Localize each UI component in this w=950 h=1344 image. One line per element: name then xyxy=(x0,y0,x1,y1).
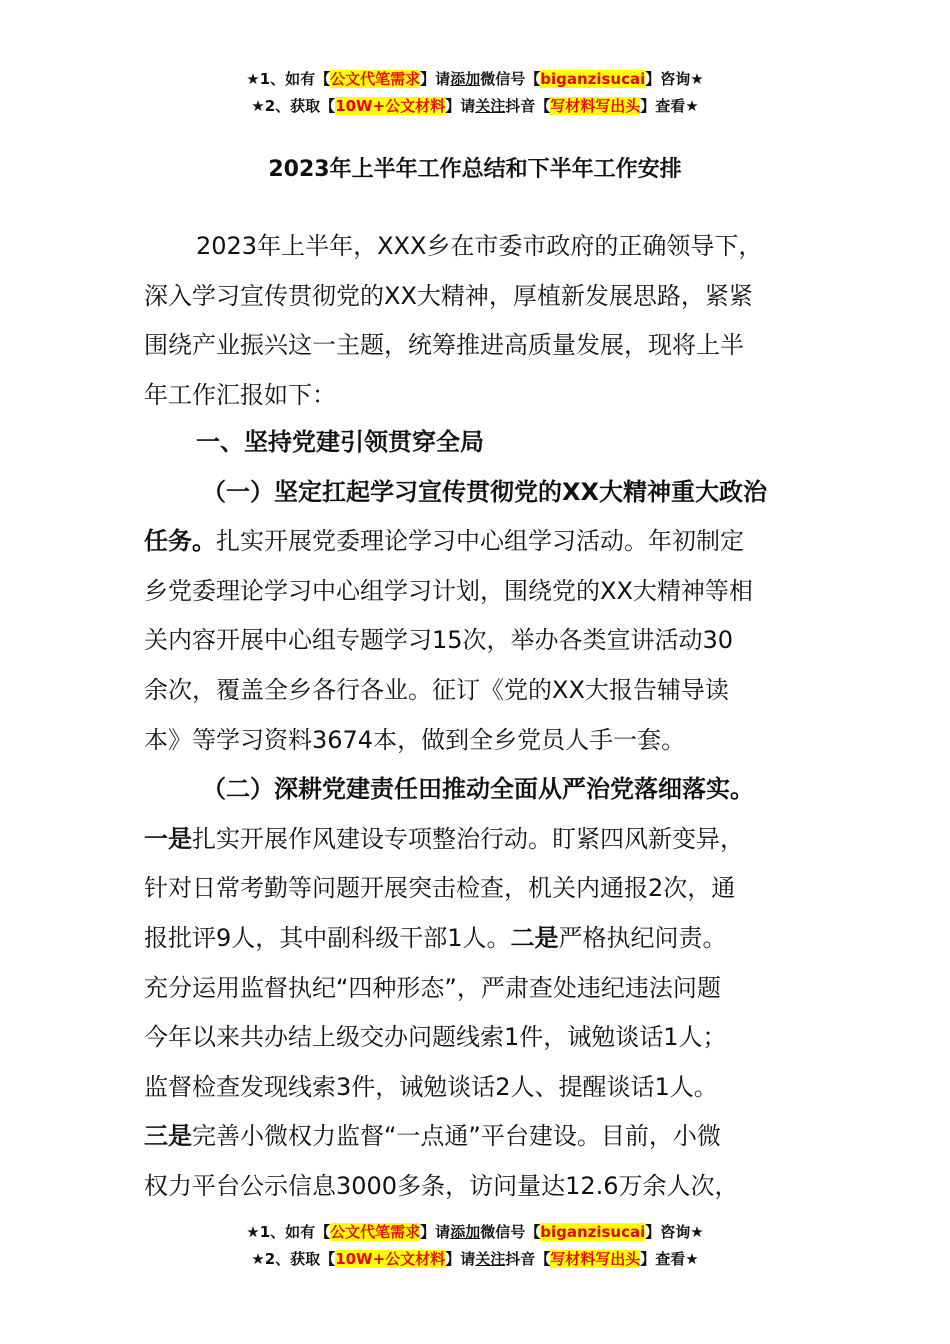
text-run: 扎实开展作风建设专项整治行动。盯紧四风新变异， xyxy=(192,824,744,853)
banner-underline: 关注 xyxy=(475,97,506,115)
banner-text: 】请 xyxy=(445,1250,476,1268)
banner-text: 】咨询★ xyxy=(645,1223,704,1241)
banner-line-1 xyxy=(0,66,950,93)
intro-paragraph xyxy=(144,222,824,420)
text-line xyxy=(144,815,824,865)
banner-text: ★1、如有【 xyxy=(246,1223,331,1241)
text-line: 余次，覆盖全乡各行各业。征订《党的XX大报告辅导读 xyxy=(144,675,729,704)
banner-highlight: 公文代笔需求 xyxy=(330,70,421,88)
text-line: 今年以来共办结上级交办问题线索1件，诫勉谈话1人； xyxy=(144,1023,727,1052)
banner-text: 】请 xyxy=(420,70,451,88)
bold-text: 一是 xyxy=(144,824,192,853)
banner-text: 】请 xyxy=(420,1223,451,1241)
text-line: 围绕产业振兴这一主题，统筹推进高质量发展，现将上半 xyxy=(144,331,744,360)
banner-text: 】查看★ xyxy=(640,97,699,115)
banner-text: 】请 xyxy=(445,97,476,115)
text-line: 权力平台公示信息3000多条，访问量达12.6万余人次， xyxy=(144,1171,739,1200)
banner-text: 抖音【 xyxy=(505,97,551,115)
banner-underline: 添加 xyxy=(450,70,481,88)
banner-highlight: 10W+公文材料 xyxy=(335,1250,446,1268)
text-line xyxy=(144,1112,824,1162)
banner-highlight: 10W+公文材料 xyxy=(335,97,446,115)
bold-text: 二是 xyxy=(510,923,559,952)
document-title: 2023年上半年工作总结和下半年工作安排 xyxy=(268,157,682,182)
text-run: 报批评9人，其中副科级干部1人。 xyxy=(144,923,511,952)
banner-line-2 xyxy=(0,93,950,120)
banner-highlight: 写材料写出头 xyxy=(550,1250,641,1268)
banner-text: ★2、获取【 xyxy=(251,1250,336,1268)
text-line: 本》等学习资料3674本，做到全乡党员人手一套。 xyxy=(144,725,686,754)
banner-underline: 添加 xyxy=(450,1223,481,1241)
text-line: 监督检查发现线索3件，诫勉谈话2人、提醒谈话1人。 xyxy=(144,1072,718,1101)
text-line xyxy=(144,914,824,964)
text-line: 年工作汇报如下： xyxy=(144,380,336,409)
banner-underline: 关注 xyxy=(475,1250,506,1268)
banner-text: 微信号【 xyxy=(480,1223,541,1241)
bold-text: 三是 xyxy=(144,1122,192,1151)
text-line: 关内容开展中心组专题学习15次，举办各类宣讲活动30 xyxy=(144,626,734,655)
text-run: 完善小微权力监督“一点通”平台建设。目前，小微 xyxy=(192,1122,721,1151)
subsection-heading: （二）深耕党建责任田推动全面从严治党落细落实。 xyxy=(202,775,754,804)
text-line: 2023年上半年，XXX乡在市委市政府的正确领导下， xyxy=(196,232,763,260)
banner-text: 微信号【 xyxy=(480,70,541,88)
banner-highlight: 写材料写出头 xyxy=(550,97,641,115)
banner-text: 】查看★ xyxy=(640,1250,699,1268)
text-line xyxy=(144,517,824,567)
header-banner xyxy=(0,66,950,120)
section-heading: 一、坚持党建引领贯穿全局 xyxy=(196,428,484,456)
banner-highlight: biganzisucai xyxy=(540,70,646,88)
banner-highlight: 公文代笔需求 xyxy=(330,1223,421,1241)
text-line: 深入学习宣传贯彻党的XX大精神，厚植新发展思路，紧紧 xyxy=(144,281,753,310)
banner-text: 】咨询★ xyxy=(645,70,704,88)
main-content xyxy=(144,418,824,1212)
banner-line-2 xyxy=(0,1246,950,1273)
banner-highlight: biganzisucai xyxy=(540,1223,646,1241)
banner-text: ★2、获取【 xyxy=(251,97,336,115)
banner-text: ★1、如有【 xyxy=(246,70,331,88)
footer-banner xyxy=(0,1219,950,1273)
text-line: 充分运用监督执纪“四种形态”，严肃查处违纪违法问题 xyxy=(144,973,721,1002)
banner-text: 抖音【 xyxy=(505,1250,551,1268)
text-line: 乡党委理论学习中心组学习计划，围绕党的XX大精神等相 xyxy=(144,576,753,605)
banner-line-1 xyxy=(0,1219,950,1246)
subsection-heading: （一）坚定扛起学习宣传贯彻党的XX大精神重大政治 xyxy=(202,477,768,506)
text-run: 严格执纪问责。 xyxy=(558,923,727,952)
bold-text: 任务。 xyxy=(144,527,216,556)
text-run: 扎实开展党委理论学习中心组学习活动。年初制定 xyxy=(216,527,744,556)
text-line: 针对日常考勤等问题开展突击检查，机关内通报2次，通 xyxy=(144,874,736,903)
